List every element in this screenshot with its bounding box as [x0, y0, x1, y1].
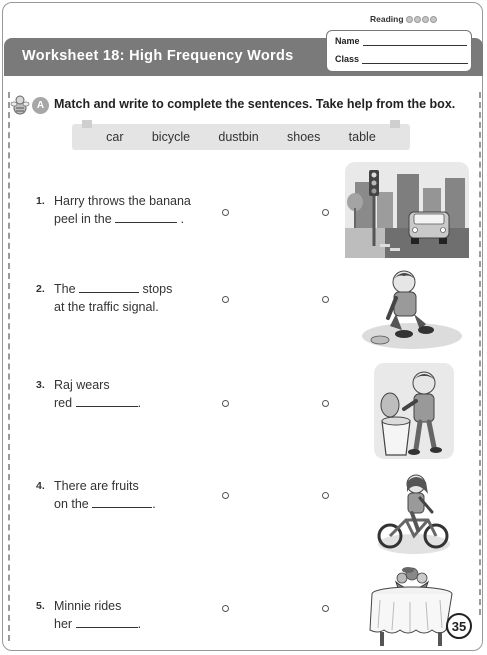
question-line: There are fruits	[54, 479, 139, 493]
question-text-part: .	[152, 497, 156, 511]
match-dot-left-2[interactable]	[222, 296, 229, 303]
bee-mascot-icon	[10, 94, 30, 116]
page-number: 35	[446, 613, 472, 639]
match-dot-left-1[interactable]	[222, 209, 229, 216]
word-car: car	[106, 130, 124, 144]
answer-blank[interactable]	[79, 280, 139, 293]
question-text-part: The	[54, 282, 76, 296]
name-label: Name	[335, 36, 360, 46]
class-field[interactable]	[362, 55, 468, 64]
question-text	[54, 280, 172, 316]
match-dot-right-2[interactable]	[322, 296, 329, 303]
question-text-part: her	[54, 617, 73, 631]
question-text-part: .	[137, 396, 142, 410]
reading-dot	[406, 16, 413, 23]
answer-blank[interactable]	[92, 495, 152, 508]
question-line	[54, 210, 191, 228]
name-row	[335, 36, 467, 46]
word-dustbin: dustbin	[218, 130, 259, 144]
question-text	[54, 597, 141, 633]
reading-dot	[422, 16, 429, 23]
worksheet-title: Worksheet 18: High Frequency Words	[22, 48, 294, 64]
name-class-box	[326, 30, 472, 72]
answer-blank[interactable]	[115, 210, 177, 223]
reading-label: Reading	[370, 14, 404, 24]
girl-on-bicycle-picture	[376, 470, 452, 556]
match-dot-left-5[interactable]	[222, 605, 229, 612]
match-dot-left-3[interactable]	[222, 400, 229, 407]
match-dot-right-1[interactable]	[322, 209, 329, 216]
question-number: 5.	[36, 600, 45, 612]
question-text-part: peel in the	[54, 212, 112, 226]
instruction-text: Match and write to complete the sentences. Take help from the box.	[54, 97, 456, 111]
class-row	[335, 54, 468, 64]
boy-wearing-shoes-picture	[360, 268, 464, 352]
word-bicycle: bicycle	[151, 130, 191, 144]
tape	[82, 120, 92, 128]
tape	[390, 120, 400, 128]
dashed-border-right	[479, 92, 481, 615]
question-text-part: on the	[54, 497, 89, 511]
word-shoes: shoes	[287, 130, 321, 144]
name-field[interactable]	[363, 37, 467, 46]
question-line	[54, 615, 141, 633]
question-number: 1.	[36, 195, 45, 207]
match-dot-right-4[interactable]	[322, 492, 329, 499]
question-text-part: .	[177, 212, 185, 226]
question-line: Minnie rides	[54, 599, 122, 613]
match-dot-right-5[interactable]	[322, 605, 329, 612]
question-text-part: stops	[139, 282, 173, 296]
match-dot-left-4[interactable]	[222, 492, 229, 499]
answer-blank[interactable]	[76, 394, 138, 407]
reading-dots	[406, 16, 437, 23]
reading-level	[370, 14, 437, 24]
answer-blank[interactable]	[76, 615, 138, 628]
fruits-on-table-picture	[366, 560, 458, 648]
question-text-part: red	[54, 396, 73, 410]
boy-at-dustbin-picture	[374, 363, 454, 459]
activity-header	[10, 94, 480, 118]
question-line: at the traffic signal.	[54, 300, 159, 314]
question-number: 4.	[36, 480, 45, 492]
car-at-traffic-signal-picture	[345, 162, 469, 258]
question-text	[54, 376, 141, 412]
question-text	[54, 477, 156, 513]
question-number: 2.	[36, 283, 45, 295]
question-text-part: .	[137, 617, 142, 631]
question-text	[54, 192, 191, 228]
question-number: 3.	[36, 379, 45, 391]
match-dot-right-3[interactable]	[322, 400, 329, 407]
dashed-border-left	[8, 92, 10, 641]
word-box	[72, 124, 410, 150]
question-line: Harry throws the banana	[54, 194, 191, 208]
reading-dot	[414, 16, 421, 23]
question-line	[54, 495, 156, 513]
question-line: Raj wears	[54, 378, 110, 392]
question-line	[54, 394, 141, 412]
question-line	[54, 280, 172, 298]
reading-dot	[430, 16, 437, 23]
activity-badge: A	[32, 97, 49, 114]
class-label: Class	[335, 54, 360, 64]
word-table: table	[348, 130, 376, 144]
